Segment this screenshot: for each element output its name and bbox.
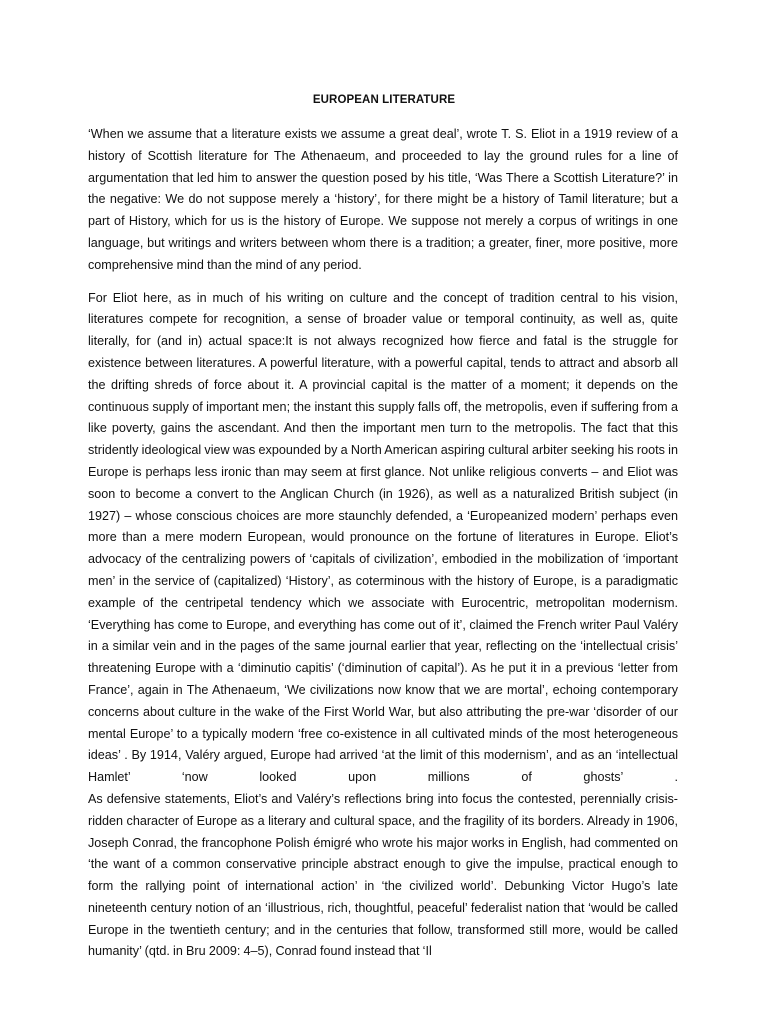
paragraph-eliot-tradition: For Eliot here, as in much of his writing on culture and the concept of tradition central to his vision, literatures compete for recognition, a sense of broader value or temporal continuity, as well as, quite literally, for (and in) actual space:It is not always recognized how fierce and fatal is the struggle for existence between literatures. A powerful literature, with a powerful capital, tends to attract and absorb all the drifting shreds of force about it. A provincial capital is the matter of a moment; it depends on the continuous supply of important men; the instant this supply falls off, the metropolis, even if suffering from a like poverty, gains the ascendant. And then the important men turn to the metropolis. The fact that this stridently ideological view was expounded by a North American aspiring cultural arbiter seeking his roots in Europe is perhaps less ironic than may seem at first glance. Not unlike religious converts – and Eliot was soon to become a convert to the Anglican Church (in 1926), as well as a naturalized British subject (in 1927) – whose conscious choices are more staunchly defended, a ‘Europeanized modern’ perhaps even more than a mere modern European, would pronounce on the fortune of literatures in Europe. Eliot’s advocacy of the centralizing powers of ‘capitals of civilization’, embodied in the mobilization of ‘important men’ in the service of (capitalized) ‘History’, as coterminous with the history of Europe, is a paradigmatic example of the centripetal tendency which we associate with Eurocentric, metropolitan modernism. ‘Everything has come to Europe, and everything has come out of it’, claimed the French writer Paul Valéry in a similar vein and in the pages of the same journal earlier that year, reflecting on the ‘intellectual crisis’ threatening Europe with a ‘diminutio capitis’ (‘diminution of capital’). As he put it in a previous ‘letter from France’, again in The Athenaeum, ‘We civilizations now know that we are mortal’, echoing contemporary concerns about culture in the wake of the First World War, but also attributing the pre-war ‘disorder of our mental Europe’ to a typically modern ‘free co-existence in all cultivated minds of the most heterogeneous ideas’ . By 1914, Valéry argued, Europe had arrived ‘at the limit of this modernism’, and as an ‘intellectual Hamlet’ ‘now looked upon millions of ghosts’ . — [88, 290, 678, 785]
paragraph-eliot-quote: ‘When we assume that a literature exists we assume a great deal’, wrote T. S. Eliot in a 1919 review of a history of Scottish literature for The Athenaeum, and proceeded to lay the ground rules for a line of argumentation that led him to answer the question posed by his title, ‘Was There a Scottish Literature?’ in the negative: We do not suppose merely a ‘history’, for there might be a history of Tamil literature; but a part of History, which for us is the history of Europe. We suppose not merely a corpus of writings in one language, but writings and writers between whom there is a tradition; a greater, finer, more positive, more comprehensive mind than the mind of any period. — [88, 127, 678, 272]
paragraph-defensive-statements: As defensive statements, Eliot’s and Valéry’s reflections bring into focus the contested, perennially crisis-ridden character of Europe as a literary and cultural space, and the fragility of its borders. Already in 1906, Joseph Conrad, the francophone Polish émigré who wrote his major works in English, had commented on ‘the want of a common conservative principle abstract enough to give the impulse, practical enough to form the rallying point of international action’ in ‘the civilized world’. Debunking Victor Hugo’s late nineteenth century notion of an ‘illustrious, rich, thoughtful, peaceful’ federalist nation that ‘would be called Europe in the twentieth century; and in the centuries that follow, transformed still more, would be called humanity’ (qtd. in Bru 2009: 4–5), Conrad found instead that ‘Il — [88, 791, 678, 959]
document-body — [88, 124, 678, 963]
document-title: EUROPEAN LITERATURE — [312, 94, 456, 106]
